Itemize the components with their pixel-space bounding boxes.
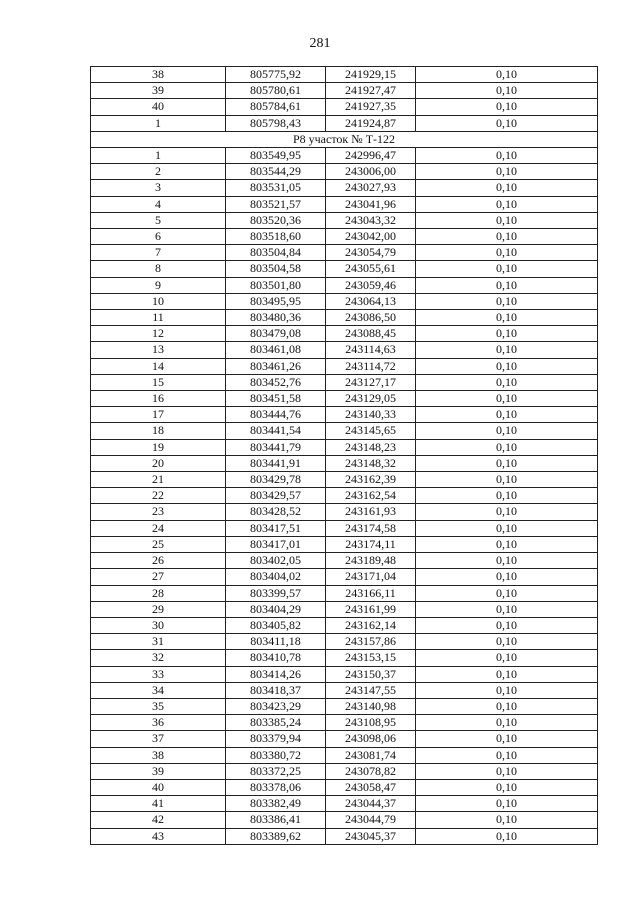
point-number-cell: 39 <box>91 83 226 99</box>
x-coordinate-cell: 803399,57 <box>226 585 326 601</box>
y-coordinate-cell: 242996,47 <box>326 148 416 164</box>
tolerance-cell: 0,10 <box>416 763 598 779</box>
point-number-cell: 34 <box>91 682 226 698</box>
x-coordinate-cell: 803411,18 <box>226 634 326 650</box>
x-coordinate-cell: 803518,60 <box>226 229 326 245</box>
table-row <box>91 342 598 358</box>
x-coordinate-cell: 803479,08 <box>226 326 326 342</box>
y-coordinate-cell: 243081,74 <box>326 747 416 763</box>
table-row <box>91 715 598 731</box>
table-row <box>91 293 598 309</box>
point-number-cell: 36 <box>91 715 226 731</box>
tolerance-cell: 0,10 <box>416 682 598 698</box>
table-row <box>91 472 598 488</box>
table-row <box>91 520 598 536</box>
section-title: Р8 участок № Т-122 <box>91 131 598 147</box>
y-coordinate-cell: 241929,15 <box>326 67 416 83</box>
table-row <box>91 731 598 747</box>
section-header-body <box>91 131 598 147</box>
page-number: 281 <box>309 36 331 51</box>
x-coordinate-cell: 803417,01 <box>226 536 326 552</box>
point-number-cell: 35 <box>91 698 226 714</box>
point-number-cell: 27 <box>91 569 226 585</box>
tolerance-cell: 0,10 <box>416 569 598 585</box>
table-body-main <box>91 148 598 845</box>
point-number-cell: 15 <box>91 374 226 390</box>
y-coordinate-cell: 243161,93 <box>326 504 416 520</box>
table-row <box>91 212 598 228</box>
point-number-cell: 33 <box>91 666 226 682</box>
x-coordinate-cell: 803451,58 <box>226 391 326 407</box>
x-coordinate-cell: 803501,80 <box>226 277 326 293</box>
y-coordinate-cell: 243150,37 <box>326 666 416 682</box>
x-coordinate-cell: 803452,76 <box>226 374 326 390</box>
y-coordinate-cell: 243171,04 <box>326 569 416 585</box>
tolerance-cell: 0,10 <box>416 342 598 358</box>
table-row <box>91 682 598 698</box>
table-row <box>91 812 598 828</box>
y-coordinate-cell: 243054,79 <box>326 245 416 261</box>
x-coordinate-cell: 803544,29 <box>226 164 326 180</box>
x-coordinate-cell: 803402,05 <box>226 553 326 569</box>
x-coordinate-cell: 803531,05 <box>226 180 326 196</box>
tolerance-cell: 0,10 <box>416 666 598 682</box>
y-coordinate-cell: 243162,39 <box>326 472 416 488</box>
x-coordinate-cell: 803444,76 <box>226 407 326 423</box>
x-coordinate-cell: 805775,92 <box>226 67 326 83</box>
point-number-cell: 42 <box>91 812 226 828</box>
x-coordinate-cell: 803429,57 <box>226 488 326 504</box>
y-coordinate-cell: 243044,79 <box>326 812 416 828</box>
point-number-cell: 23 <box>91 504 226 520</box>
x-coordinate-cell: 803385,24 <box>226 715 326 731</box>
coordinates-table <box>90 66 598 845</box>
table-row <box>91 698 598 714</box>
point-number-cell: 39 <box>91 763 226 779</box>
table-row <box>91 245 598 261</box>
tolerance-cell: 0,10 <box>416 326 598 342</box>
point-number-cell: 29 <box>91 601 226 617</box>
point-number-cell: 19 <box>91 439 226 455</box>
point-number-cell: 38 <box>91 67 226 83</box>
table-row <box>91 164 598 180</box>
table-row <box>91 229 598 245</box>
x-coordinate-cell: 803379,94 <box>226 731 326 747</box>
y-coordinate-cell: 243086,50 <box>326 310 416 326</box>
x-coordinate-cell: 803405,82 <box>226 617 326 633</box>
tolerance-cell: 0,10 <box>416 601 598 617</box>
x-coordinate-cell: 803504,58 <box>226 261 326 277</box>
tolerance-cell: 0,10 <box>416 374 598 390</box>
x-coordinate-cell: 803441,54 <box>226 423 326 439</box>
y-coordinate-cell: 243114,72 <box>326 358 416 374</box>
point-number-cell: 4 <box>91 196 226 212</box>
tolerance-cell: 0,10 <box>416 245 598 261</box>
tolerance-cell: 0,10 <box>416 585 598 601</box>
x-coordinate-cell: 803372,25 <box>226 763 326 779</box>
y-coordinate-cell: 241927,35 <box>326 99 416 115</box>
table-row <box>91 536 598 552</box>
point-number-cell: 22 <box>91 488 226 504</box>
x-coordinate-cell: 803461,08 <box>226 342 326 358</box>
tolerance-cell: 0,10 <box>416 67 598 83</box>
x-coordinate-cell: 803549,95 <box>226 148 326 164</box>
tolerance-cell: 0,10 <box>416 83 598 99</box>
point-number-cell: 14 <box>91 358 226 374</box>
point-number-cell: 31 <box>91 634 226 650</box>
table-row <box>91 617 598 633</box>
x-coordinate-cell: 803418,37 <box>226 682 326 698</box>
table-row <box>91 828 598 844</box>
x-coordinate-cell: 803520,36 <box>226 212 326 228</box>
table-row <box>91 601 598 617</box>
tolerance-cell: 0,10 <box>416 180 598 196</box>
x-coordinate-cell: 803378,06 <box>226 779 326 795</box>
y-coordinate-cell: 241927,47 <box>326 83 416 99</box>
table-row <box>91 115 598 131</box>
point-number-cell: 8 <box>91 261 226 277</box>
y-coordinate-cell: 243088,45 <box>326 326 416 342</box>
point-number-cell: 38 <box>91 747 226 763</box>
table-row <box>91 196 598 212</box>
tolerance-cell: 0,10 <box>416 455 598 471</box>
table-row <box>91 180 598 196</box>
y-coordinate-cell: 243162,14 <box>326 617 416 633</box>
table-row <box>91 374 598 390</box>
point-number-cell: 21 <box>91 472 226 488</box>
table-row <box>91 796 598 812</box>
x-coordinate-cell: 803417,51 <box>226 520 326 536</box>
point-number-cell: 26 <box>91 553 226 569</box>
y-coordinate-cell: 243162,54 <box>326 488 416 504</box>
y-coordinate-cell: 243055,61 <box>326 261 416 277</box>
point-number-cell: 24 <box>91 520 226 536</box>
tolerance-cell: 0,10 <box>416 164 598 180</box>
point-number-cell: 25 <box>91 536 226 552</box>
x-coordinate-cell: 803521,57 <box>226 196 326 212</box>
table-row <box>91 83 598 99</box>
tolerance-cell: 0,10 <box>416 407 598 423</box>
point-number-cell: 2 <box>91 164 226 180</box>
table-row <box>91 67 598 83</box>
x-coordinate-cell: 803429,78 <box>226 472 326 488</box>
y-coordinate-cell: 243043,32 <box>326 212 416 228</box>
y-coordinate-cell: 243098,06 <box>326 731 416 747</box>
point-number-cell: 3 <box>91 180 226 196</box>
x-coordinate-cell: 803461,26 <box>226 358 326 374</box>
point-number-cell: 1 <box>91 115 226 131</box>
tolerance-cell: 0,10 <box>416 439 598 455</box>
x-coordinate-cell: 803441,79 <box>226 439 326 455</box>
tolerance-cell: 0,10 <box>416 148 598 164</box>
point-number-cell: 17 <box>91 407 226 423</box>
tolerance-cell: 0,10 <box>416 715 598 731</box>
tolerance-cell: 0,10 <box>416 488 598 504</box>
y-coordinate-cell: 243147,55 <box>326 682 416 698</box>
x-coordinate-cell: 803404,29 <box>226 601 326 617</box>
y-coordinate-cell: 243157,86 <box>326 634 416 650</box>
y-coordinate-cell: 243041,96 <box>326 196 416 212</box>
table-row <box>91 585 598 601</box>
point-number-cell: 12 <box>91 326 226 342</box>
point-number-cell: 32 <box>91 650 226 666</box>
tolerance-cell: 0,10 <box>416 358 598 374</box>
tolerance-cell: 0,10 <box>416 99 598 115</box>
table-row <box>91 666 598 682</box>
y-coordinate-cell: 243161,99 <box>326 601 416 617</box>
table-row <box>91 391 598 407</box>
tolerance-cell: 0,10 <box>416 504 598 520</box>
x-coordinate-cell: 805780,61 <box>226 83 326 99</box>
x-coordinate-cell: 805798,43 <box>226 115 326 131</box>
tolerance-cell: 0,10 <box>416 617 598 633</box>
table-row <box>91 423 598 439</box>
y-coordinate-cell: 243078,82 <box>326 763 416 779</box>
y-coordinate-cell: 243174,58 <box>326 520 416 536</box>
point-number-cell: 1 <box>91 148 226 164</box>
x-coordinate-cell: 803504,84 <box>226 245 326 261</box>
tolerance-cell: 0,10 <box>416 277 598 293</box>
point-number-cell: 13 <box>91 342 226 358</box>
point-number-cell: 9 <box>91 277 226 293</box>
table-row <box>91 99 598 115</box>
table-row <box>91 148 598 164</box>
y-coordinate-cell: 243045,37 <box>326 828 416 844</box>
tolerance-cell: 0,10 <box>416 536 598 552</box>
point-number-cell: 7 <box>91 245 226 261</box>
y-coordinate-cell: 243044,37 <box>326 796 416 812</box>
table-row <box>91 310 598 326</box>
y-coordinate-cell: 243140,33 <box>326 407 416 423</box>
x-coordinate-cell: 803428,52 <box>226 504 326 520</box>
y-coordinate-cell: 243153,15 <box>326 650 416 666</box>
point-number-cell: 11 <box>91 310 226 326</box>
table-body-top <box>91 67 598 132</box>
tolerance-cell: 0,10 <box>416 796 598 812</box>
y-coordinate-cell: 243064,13 <box>326 293 416 309</box>
x-coordinate-cell: 803495,95 <box>226 293 326 309</box>
tolerance-cell: 0,10 <box>416 196 598 212</box>
y-coordinate-cell: 243027,93 <box>326 180 416 196</box>
y-coordinate-cell: 243129,05 <box>326 391 416 407</box>
tolerance-cell: 0,10 <box>416 261 598 277</box>
y-coordinate-cell: 243006,00 <box>326 164 416 180</box>
y-coordinate-cell: 243148,32 <box>326 455 416 471</box>
tolerance-cell: 0,10 <box>416 520 598 536</box>
y-coordinate-cell: 243042,00 <box>326 229 416 245</box>
table-row <box>91 569 598 585</box>
x-coordinate-cell: 803404,02 <box>226 569 326 585</box>
table-row <box>91 326 598 342</box>
point-number-cell: 30 <box>91 617 226 633</box>
y-coordinate-cell: 243114,63 <box>326 342 416 358</box>
tolerance-cell: 0,10 <box>416 553 598 569</box>
table-row <box>91 553 598 569</box>
point-number-cell: 40 <box>91 99 226 115</box>
table-row <box>91 488 598 504</box>
tolerance-cell: 0,10 <box>416 472 598 488</box>
table-row <box>91 358 598 374</box>
y-coordinate-cell: 243059,46 <box>326 277 416 293</box>
x-coordinate-cell: 803480,36 <box>226 310 326 326</box>
y-coordinate-cell: 243127,17 <box>326 374 416 390</box>
y-coordinate-cell: 243058,47 <box>326 779 416 795</box>
point-number-cell: 40 <box>91 779 226 795</box>
section-header-row <box>91 131 598 147</box>
x-coordinate-cell: 803423,29 <box>226 698 326 714</box>
y-coordinate-cell: 243140,98 <box>326 698 416 714</box>
table-row <box>91 277 598 293</box>
y-coordinate-cell: 243174,11 <box>326 536 416 552</box>
table-row <box>91 747 598 763</box>
table-row <box>91 455 598 471</box>
tolerance-cell: 0,10 <box>416 828 598 844</box>
x-coordinate-cell: 803441,91 <box>226 455 326 471</box>
tolerance-cell: 0,10 <box>416 212 598 228</box>
point-number-cell: 41 <box>91 796 226 812</box>
tolerance-cell: 0,10 <box>416 698 598 714</box>
point-number-cell: 18 <box>91 423 226 439</box>
tolerance-cell: 0,10 <box>416 391 598 407</box>
x-coordinate-cell: 805784,61 <box>226 99 326 115</box>
table-row <box>91 439 598 455</box>
tolerance-cell: 0,10 <box>416 650 598 666</box>
point-number-cell: 20 <box>91 455 226 471</box>
x-coordinate-cell: 803389,62 <box>226 828 326 844</box>
tolerance-cell: 0,10 <box>416 293 598 309</box>
tolerance-cell: 0,10 <box>416 634 598 650</box>
x-coordinate-cell: 803414,26 <box>226 666 326 682</box>
y-coordinate-cell: 241924,87 <box>326 115 416 131</box>
table-row <box>91 261 598 277</box>
tolerance-cell: 0,10 <box>416 779 598 795</box>
point-number-cell: 16 <box>91 391 226 407</box>
table-row <box>91 504 598 520</box>
table-row <box>91 763 598 779</box>
point-number-cell: 10 <box>91 293 226 309</box>
y-coordinate-cell: 243108,95 <box>326 715 416 731</box>
tolerance-cell: 0,10 <box>416 423 598 439</box>
point-number-cell: 6 <box>91 229 226 245</box>
point-number-cell: 43 <box>91 828 226 844</box>
y-coordinate-cell: 243189,48 <box>326 553 416 569</box>
table-row <box>91 650 598 666</box>
table-row <box>91 634 598 650</box>
point-number-cell: 37 <box>91 731 226 747</box>
x-coordinate-cell: 803386,41 <box>226 812 326 828</box>
point-number-cell: 28 <box>91 585 226 601</box>
point-number-cell: 5 <box>91 212 226 228</box>
x-coordinate-cell: 803382,49 <box>226 796 326 812</box>
x-coordinate-cell: 803380,72 <box>226 747 326 763</box>
tolerance-cell: 0,10 <box>416 747 598 763</box>
tolerance-cell: 0,10 <box>416 310 598 326</box>
tolerance-cell: 0,10 <box>416 115 598 131</box>
y-coordinate-cell: 243145,65 <box>326 423 416 439</box>
y-coordinate-cell: 243166,11 <box>326 585 416 601</box>
tolerance-cell: 0,10 <box>416 229 598 245</box>
tolerance-cell: 0,10 <box>416 731 598 747</box>
y-coordinate-cell: 243148,23 <box>326 439 416 455</box>
x-coordinate-cell: 803410,78 <box>226 650 326 666</box>
table-row <box>91 779 598 795</box>
tolerance-cell: 0,10 <box>416 812 598 828</box>
table-row <box>91 407 598 423</box>
